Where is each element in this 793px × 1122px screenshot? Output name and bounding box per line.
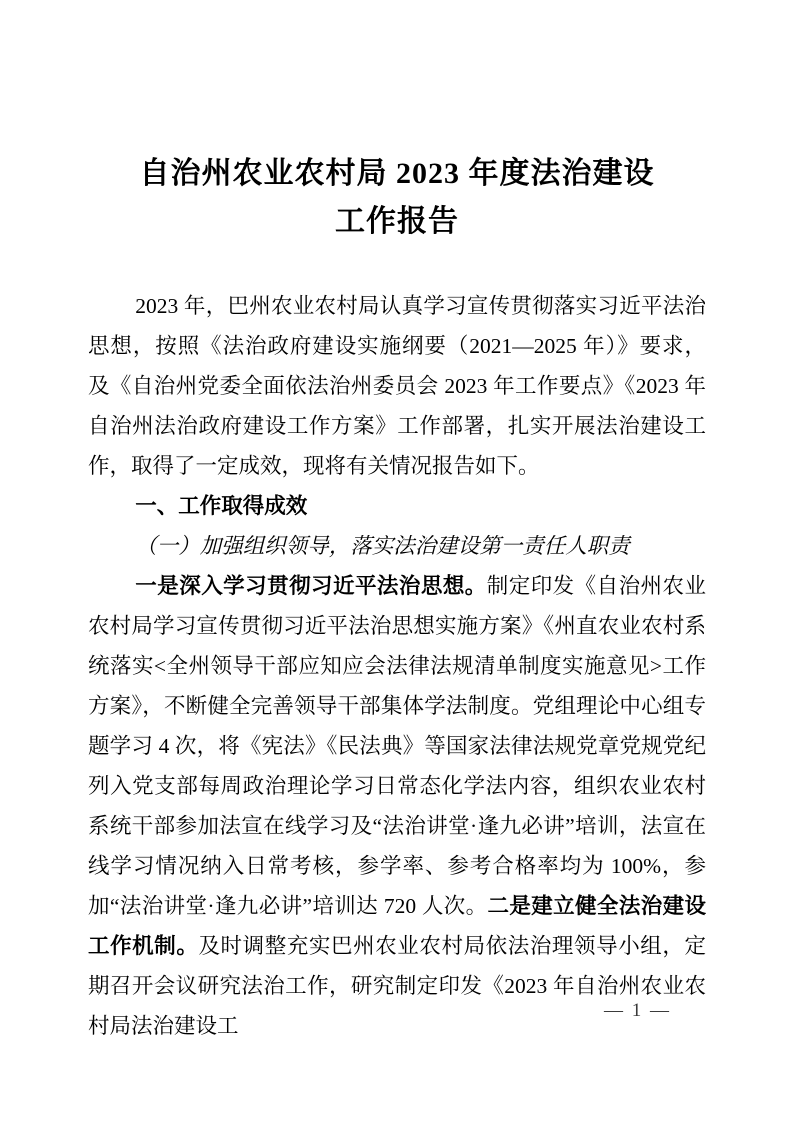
subsection-heading-leadership: （一）加强组织领导，落实法治建设第一责任人职责 bbox=[135, 534, 630, 558]
intro-paragraph: 2023 年，巴州农业农村局认真学习宣传贯彻落实习近平法治思想，按照《法治政府建设实施纲要（2021—2025 年）》要求，及《自治州党委全面依法治州委员会 2023 年工作要点》《2023 年自治州法治政府建设工作方案》工作部署，扎实开展法治建设工作，取得了一定成效，现将有关情况报告如下。 bbox=[88, 294, 706, 478]
body-text-study-details: 制定印发《自治州农业农村局学习宣传贯彻习近平法治思想实施方案》《州直农业农村系统落实<全州领导干部应知应会法律法规清单制度实施意见>工作方案》，不断健全完善领导干部集体学法制度。党组理论中心组专题学习 4 次，将《宪法》《民法典》等国家法律法规党章党规党纪列入党支部每周政治理论学习日常态化学法内容，组织农业农村系统干部参加法宣在线学习及“法治讲堂·逢九必讲”培训，法宣在线学习情况纳入日常考核，参学率、参考合格率均为 100%，参加“法治讲堂·逢九必讲”培训达 720 人次。 bbox=[88, 574, 706, 918]
body-paragraph bbox=[88, 566, 706, 1046]
bold-lead-work-mechanism: 二是建立健全法治建设工作机制。 bbox=[88, 894, 706, 958]
document-title-line-2: 工作报告 bbox=[335, 205, 459, 238]
document-title bbox=[88, 150, 706, 246]
document-title-line-1: 自治州农业农村局 2023 年度法治建设 bbox=[139, 157, 655, 190]
body-text-mechanism-details: 及时调整充实巴州农业农村局依法治理领导小组，定期召开会议研究法治工作，研究制定印发《2023 年自治州农业农村局法治建设工 bbox=[88, 934, 706, 1038]
section-heading-achievements: 一、工作取得成效 bbox=[135, 494, 308, 518]
page-number: — 1 — bbox=[604, 1000, 671, 1021]
bold-lead-study-xi-thought: 一是深入学习贯彻习近平法治思想。 bbox=[135, 574, 487, 598]
